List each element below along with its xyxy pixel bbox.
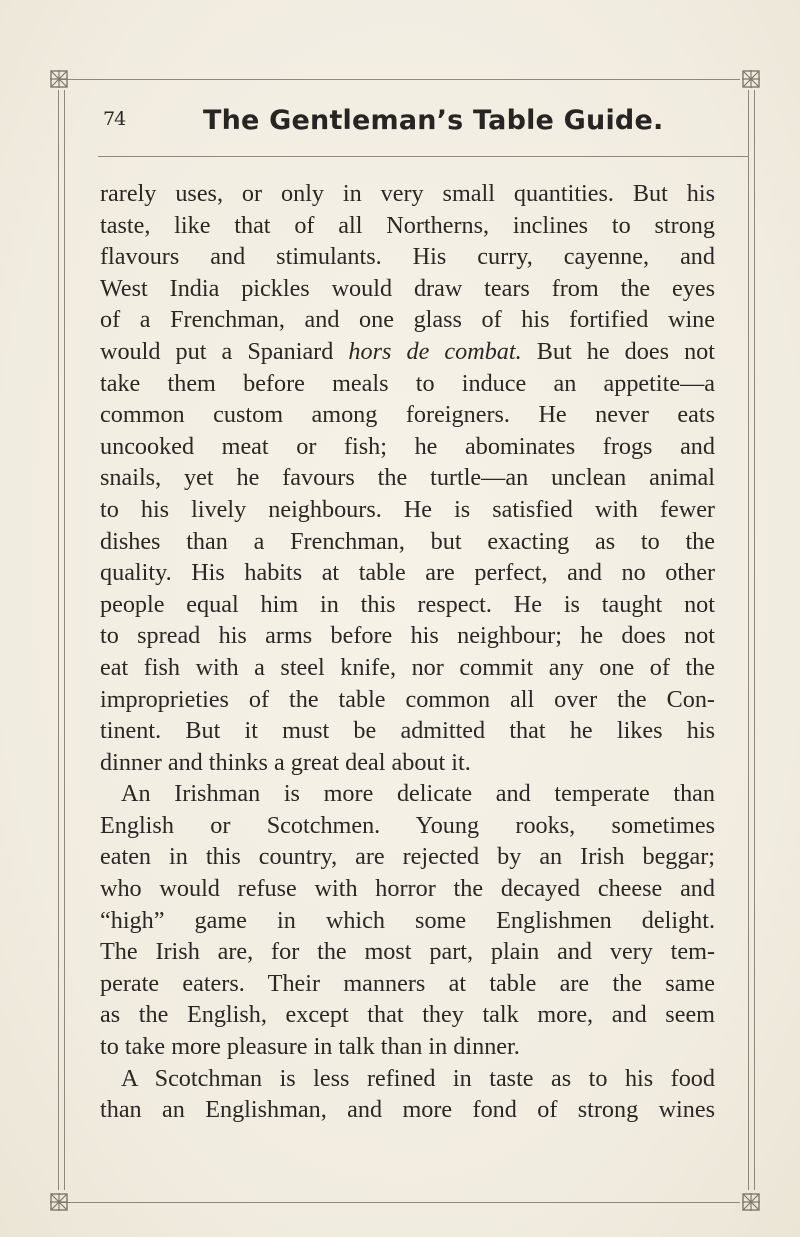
body-text bbox=[100, 178, 715, 1126]
header-underline-rule bbox=[98, 156, 748, 157]
text-line: “high” game in which some Englishmen delight. bbox=[100, 906, 715, 934]
text-line: people equal him in this respect. He is taught not bbox=[100, 590, 715, 618]
text-line: to his lively neighbours. He is satisfied with fewer bbox=[100, 495, 715, 523]
page-header bbox=[103, 105, 723, 145]
page-number: 74 bbox=[103, 108, 126, 130]
text-line: to spread his arms before his neighbour; he does not bbox=[100, 622, 715, 650]
text-line: The Irish are, for the most part, plain and very tem- bbox=[100, 938, 715, 966]
text-line: tinent. But it must be admitted that he likes his bbox=[100, 717, 715, 745]
text-line: eaten in this country, are rejected by an Irish beggar; bbox=[100, 843, 715, 871]
running-title: The Gentleman’s Table Guide. bbox=[203, 105, 664, 136]
text-line: to take more pleasure in talk than in dinner. bbox=[100, 1033, 520, 1061]
left-border-rule-inner bbox=[64, 90, 65, 1190]
text-line: An Irishman is more delicate and temperate than bbox=[121, 780, 715, 808]
italic-phrase: hors de combat. bbox=[348, 337, 522, 365]
text-line: West India pickles would draw tears from the eyes bbox=[100, 274, 715, 302]
text-line: as the English, except that they talk more, and seem bbox=[100, 1001, 715, 1029]
text-line: rarely uses, or only in very small quantities. But his bbox=[100, 180, 715, 207]
text-run: would put a Spaniard bbox=[100, 337, 334, 365]
right-border-rule-outer bbox=[748, 90, 749, 1190]
text-line: dishes than a Frenchman, but exacting as to the bbox=[100, 527, 715, 555]
text-line: English or Scotchmen. Young rooks, sometimes bbox=[100, 811, 715, 839]
text-line: uncooked meat or fish; he abominates frogs and bbox=[100, 432, 715, 460]
text-run: But he does not bbox=[536, 337, 715, 365]
text-line: dinner and thinks a great deal about it. bbox=[100, 748, 471, 776]
text-line: flavours and stimulants. His curry, cayenne, and bbox=[100, 243, 715, 271]
text-line: A Scotchman is less refined in taste as to his food bbox=[121, 1064, 715, 1092]
text-line: taste, like that of all Northerns, inclines to strong bbox=[100, 211, 715, 239]
text-line: than an Englishman, and more fond of strong wines bbox=[100, 1096, 715, 1124]
corner-ornament-icon bbox=[48, 68, 70, 90]
text-line: improprieties of the table common all over the Con- bbox=[100, 685, 715, 713]
bottom-border-rule bbox=[60, 1202, 740, 1203]
corner-ornament-icon bbox=[740, 68, 762, 90]
text-line: perate eaters. Their manners at table are the same bbox=[100, 969, 715, 997]
top-border-rule bbox=[60, 79, 740, 80]
text-line: quality. His habits at table are perfect, and no other bbox=[100, 559, 715, 587]
left-border-rule-outer bbox=[58, 90, 59, 1190]
text-line: common custom among foreigners. He never eats bbox=[100, 401, 715, 429]
text-line: eat fish with a steel knife, nor commit any one of the bbox=[100, 653, 715, 681]
right-border-rule-inner bbox=[754, 90, 755, 1190]
text-line bbox=[100, 336, 715, 368]
text-line: of a Frenchman, and one glass of his fortified wine bbox=[100, 306, 715, 334]
corner-ornament-icon bbox=[48, 1191, 70, 1213]
text-line: snails, yet he favours the turtle—an unclean animal bbox=[100, 464, 715, 492]
text-line: who would refuse with horror the decayed cheese and bbox=[100, 875, 715, 903]
corner-ornament-icon bbox=[740, 1191, 762, 1213]
text-line: take them before meals to induce an appetite—a bbox=[100, 369, 715, 397]
